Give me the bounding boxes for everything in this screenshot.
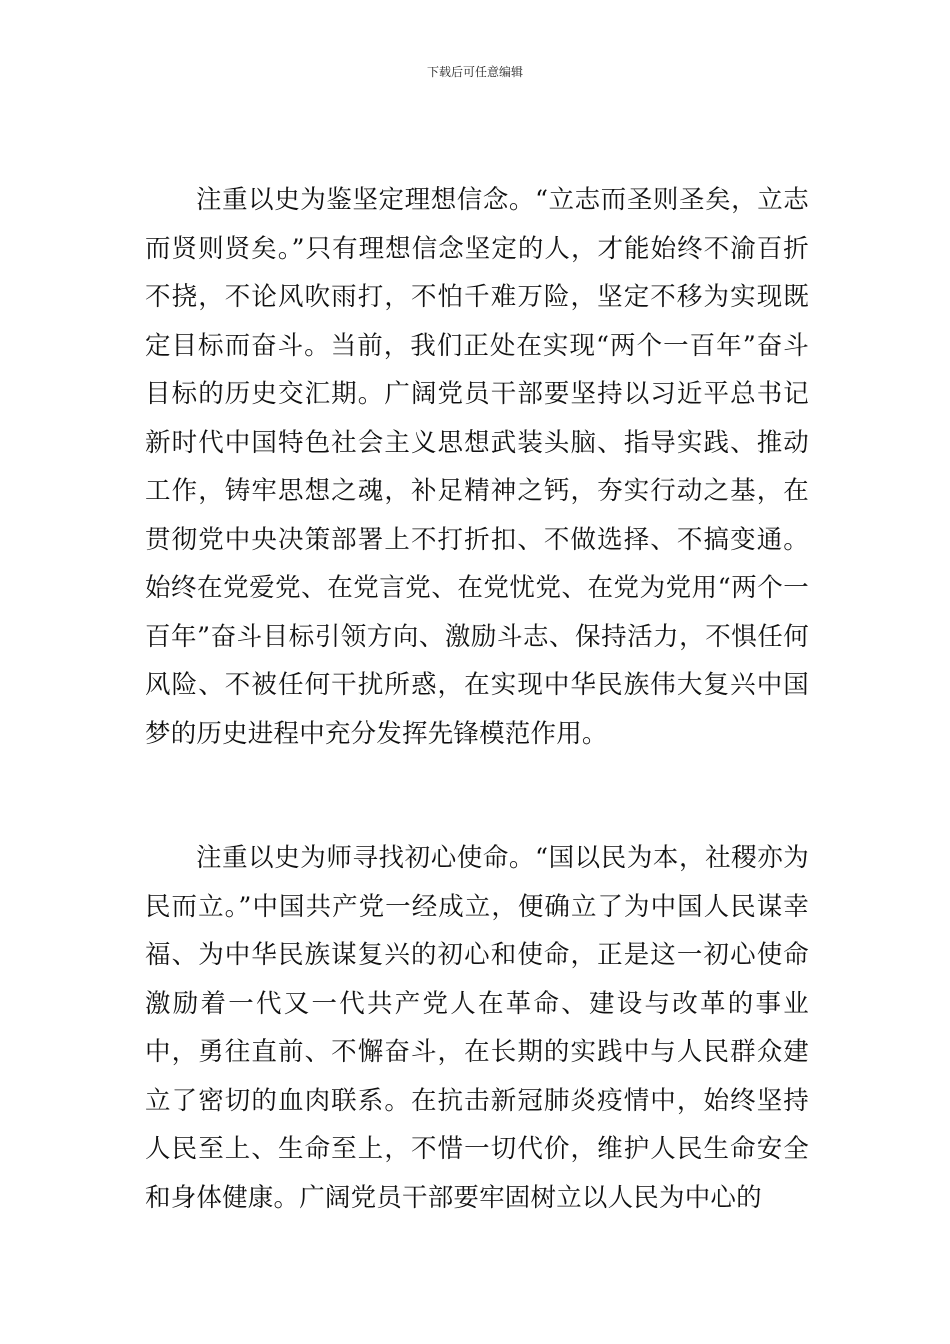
paragraph-ideals: 注重以史为鉴坚定理想信念。“立志而圣则圣矣，立志而贤则贤矣。”只有理想信念坚定的人，才能始终不渝百折不挠，不论风吹雨打，不怕千难万险，坚定不移为实现既定目标而奋斗。当前，我们正处在实现“两个一百年”奋斗目标的历史交汇期。广阔党员干部要坚持以习近平总书记新时代中国特色社会主义思想武装头脑、指导实践、推动工作，铸牢思想之魂，补足精神之钙，夯实行动之基，在贯彻党中央决策部署上不打折扣、不做选择、不搞变通。始终在党爱党、在党言党、在党忧党、在党为党用“两个一百年”奋斗目标引领方向、激励斗志、保持活力，不惧任何风险、不被任何干扰所惑，在实现中华民族伟大复兴中国梦的历史进程中充分发挥先锋模范作用。 [145,185,809,749]
page-header: 下载后可任意编辑 [426,65,523,79]
paragraph-mission: 注重以史为师寻找初心使命。“国以民为本，社稷亦为民而立。”中国共产党一经成立，便确立了为中国人民谋幸福、为中华民族谋复兴的初心和使命，正是这一初心使命激励着一代又一代共产党人在革命、建设与改革的事业中，勇往直前、不懈奋斗，在长期的实践中与人民群众建立了密切的血肉联系。在抗击新冠肺炎疫情中，始终坚持人民至上、生命至上，不惜一切代价，维护人民生命安全和身体健康。广阔党员干部要牢固树立以人民为中心的 [145,843,809,1213]
document-body [145,176,809,1222]
